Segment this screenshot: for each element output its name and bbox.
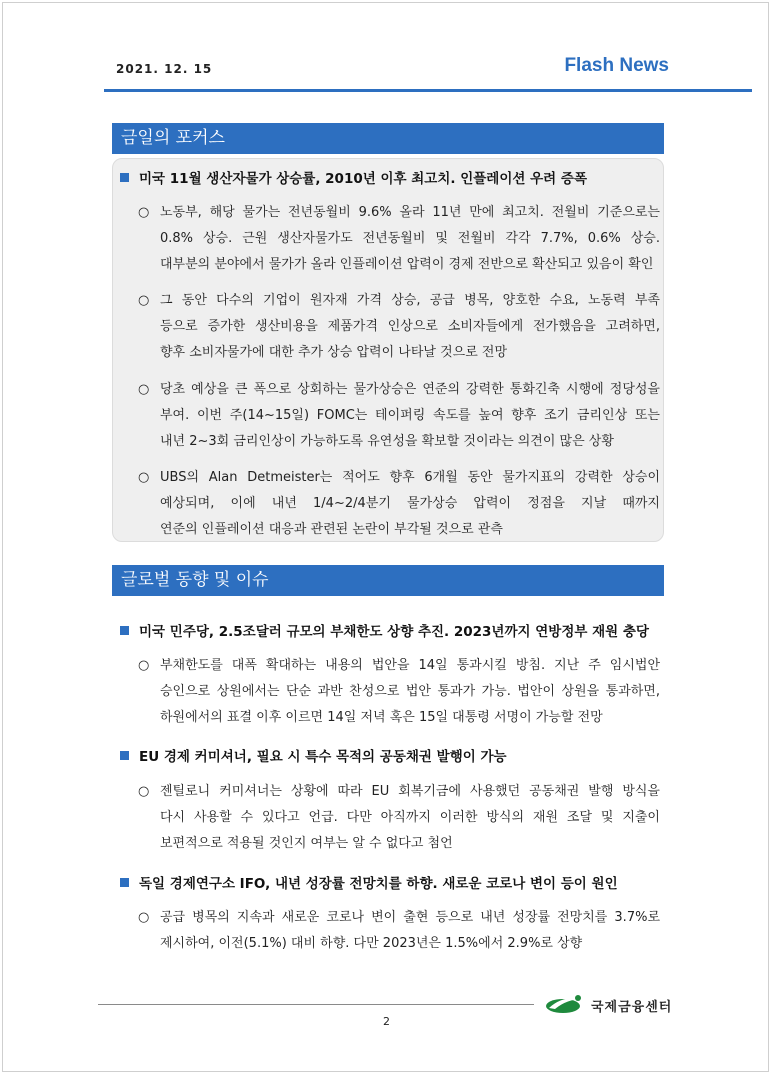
global-bullet-2 <box>138 779 660 857</box>
bullet-line: 예상되며, 이에 내년 1/4~2/4분기 물가상승 압력이 정점을 지날 때까지 <box>160 496 660 511</box>
bullet-line: 부여. 이번 주(14~15일) FOMC는 테이퍼링 속도를 높여 향후 조기 금리인상 또는 <box>160 408 660 423</box>
blue-square-icon <box>120 751 129 760</box>
focus-bullet-2 <box>138 288 660 366</box>
bullet-line: 공급 병목의 지속과 새로운 코로나 변이 출현 등으로 내년 성장률 전망치를 3.7%로 <box>160 910 660 925</box>
global-headline-2 <box>120 745 507 765</box>
bullet-line: 하원에서의 표결 이후 이르면 14일 저녁 혹은 15일 대통령 서명이 가능할 전망 <box>160 710 603 725</box>
footer-org-name: 국제금융센터 <box>591 1000 673 1015</box>
circle-icon: ○ <box>138 293 150 308</box>
global-headline-text: 미국 민주당, 2.5조달러 규모의 부채한도 상향 추진. 2023년까지 연방정부 재원 충당 <box>139 624 649 640</box>
focus-headline <box>120 167 587 187</box>
global-headline-3 <box>120 872 618 892</box>
bullet-line: 연준의 인플레이션 대응과 관련된 논란이 부각될 것으로 관측 <box>160 522 503 537</box>
circle-icon: ○ <box>138 382 150 397</box>
focus-bullet-3 <box>138 377 660 455</box>
section-title-global: 글로벌 동향 및 이슈 <box>112 565 664 596</box>
footer-divider <box>98 1004 534 1005</box>
global-headline-1 <box>120 620 649 640</box>
focus-bullet-1 <box>138 200 660 278</box>
bullet-line: 등으로 증가한 생산비용을 제품가격 인상으로 소비자들에게 전가했음을 고려하면, <box>160 319 660 334</box>
bullet-line: 다시 사용할 수 있다고 언급. 다만 아직까지 이러한 방식의 재원 조달 및 지출이 <box>160 810 660 825</box>
blue-square-icon <box>120 626 129 635</box>
kcif-logo-icon <box>545 993 585 1015</box>
bullet-line: UBS의 Alan Detmeister는 적어도 향후 6개월 동안 물가지표의 강력한 상승이 <box>160 470 660 485</box>
blue-square-icon <box>120 173 129 182</box>
report-date: 2021. 12. 15 <box>116 62 213 76</box>
bullet-line: 부채한도를 대폭 확대하는 내용의 법안을 14일 통과시킬 방침. 지난 주 임시법안 <box>160 658 660 673</box>
bullet-line: 0.8% 상승. 근원 생산자물가도 전년동월비 및 전월비 각각 7.7%, 0.6% 상승. <box>160 231 660 246</box>
global-bullet-1 <box>138 653 660 731</box>
bullet-line: 내년 2~3회 금리인상이 가능하도록 유연성을 확보할 것이라는 의견이 많은 상황 <box>160 434 614 449</box>
circle-icon: ○ <box>138 658 150 673</box>
global-bullet-3 <box>138 905 660 957</box>
bullet-line: 노동부, 해당 물가는 전년동월비 9.6% 올라 11년 만에 최고치. 전월비 기준으로는 <box>160 205 660 220</box>
bullet-line: 당초 예상을 큰 폭으로 상회하는 물가상승은 연준의 강력한 통화긴축 시행에 정당성을 <box>160 382 660 397</box>
report-brand: Flash News <box>564 55 669 76</box>
bullet-line: 젠틸로니 커미셔너는 상황에 따라 EU 회복기금에 사용했던 공동채권 발행 방식을 <box>160 784 660 799</box>
blue-square-icon <box>120 878 129 887</box>
circle-icon: ○ <box>138 470 150 485</box>
bullet-line: 보편적으로 적용될 것인지 여부는 알 수 없다고 첨언 <box>160 836 453 851</box>
page-number: 2 <box>383 1015 390 1028</box>
circle-icon: ○ <box>138 205 150 220</box>
bullet-line: 제시하여, 이전(5.1%) 대비 하향. 다만 2023년은 1.5%에서 2.9%로 상향 <box>160 936 583 951</box>
focus-bullet-4 <box>138 465 660 543</box>
global-headline-text: 독일 경제연구소 IFO, 내년 성장률 전망치를 하향. 새로운 코로나 변이 등이 원인 <box>139 876 618 892</box>
header-divider <box>104 89 752 92</box>
focus-headline-text: 미국 11월 생산자물가 상승률, 2010년 이후 최고치. 인플레이션 우려 증폭 <box>139 171 587 187</box>
bullet-line: 그 동안 다수의 기업이 원자재 가격 상승, 공급 병목, 양호한 수요, 노동력 부족 <box>160 293 660 308</box>
bullet-line: 향후 소비자물가에 대한 추가 상승 압력이 나타날 것으로 전망 <box>160 345 508 360</box>
bullet-line: 대부분의 분야에서 물가가 올라 인플레이션 압력이 경제 전반으로 확산되고 있음이 확인 <box>160 257 654 272</box>
global-headline-text: EU 경제 커미셔너, 필요 시 특수 목적의 공동채권 발행이 가능 <box>139 749 507 765</box>
circle-icon: ○ <box>138 910 150 925</box>
section-title-focus: 금일의 포커스 <box>112 123 664 154</box>
bullet-line: 승인으로 상원에서는 단순 과반 찬성으로 법안 통과가 가능. 법안이 상원을 통과하면, <box>160 684 660 699</box>
circle-icon: ○ <box>138 784 150 799</box>
